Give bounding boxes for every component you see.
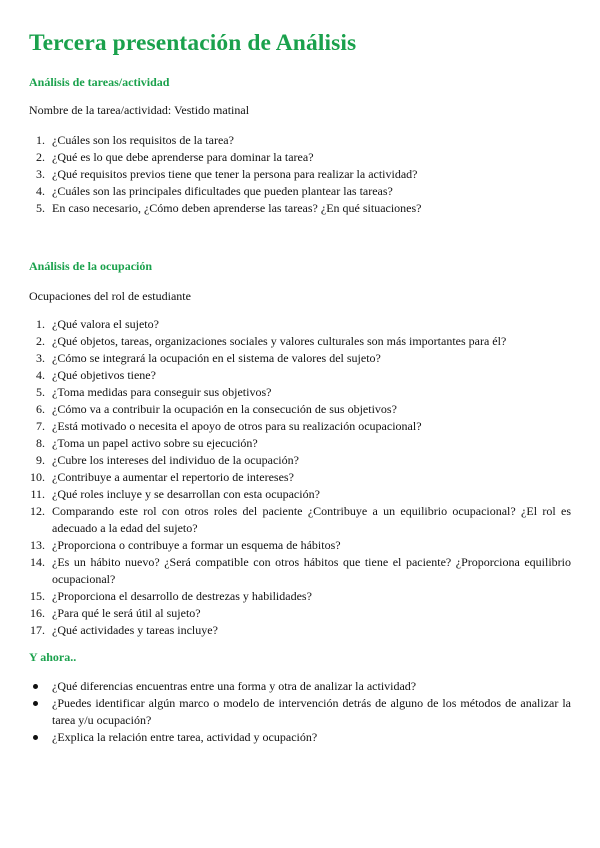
bullet-icon	[33, 735, 38, 740]
list-number: 4.	[36, 184, 45, 198]
list-item	[29, 367, 571, 384]
list-item-text: ¿Es un hábito nuevo? ¿Será compatible con otros hábitos que tiene el paciente? ¿Proporciona equilibrio ocupacional?	[52, 555, 571, 586]
list-item	[29, 605, 571, 622]
list-number: 14.	[30, 555, 45, 569]
page-title: Tercera presentación de Análisis	[29, 30, 357, 56]
list-item-text: ¿Qué actividades y tareas incluye?	[52, 623, 218, 637]
occupation-questions-list	[29, 316, 571, 639]
list-item	[29, 452, 571, 469]
list-number: 1.	[36, 133, 45, 147]
section-heading-occupation-analysis: Análisis de la ocupación	[29, 259, 153, 273]
list-item-text: ¿Puedes identificar algún marco o modelo de intervención detrás de alguno de los métodos de analizar la tarea y/u ocupación?	[52, 696, 571, 727]
list-number: 4.	[36, 368, 45, 382]
list-number: 16.	[30, 606, 45, 620]
list-number: 11.	[30, 487, 45, 501]
list-item	[29, 183, 571, 200]
list-item-text: ¿Qué roles incluye y se desarrollan con esta ocupación?	[52, 487, 320, 501]
list-item	[29, 132, 571, 149]
list-number: 6.	[36, 402, 45, 416]
list-item	[29, 316, 571, 333]
list-number: 13.	[30, 538, 45, 552]
list-item-text: ¿Qué es lo que debe aprenderse para dominar la tarea?	[52, 150, 314, 164]
list-item-text: ¿Proporciona o contribuye a formar un esquema de hábitos?	[52, 538, 341, 552]
list-item-text: ¿Explica la relación entre tarea, actividad y ocupación?	[52, 730, 318, 744]
list-item	[29, 554, 571, 588]
list-item	[29, 384, 571, 401]
list-item	[29, 401, 571, 418]
list-item	[29, 588, 571, 605]
list-item-text: ¿Cómo va a contribuir la ocupación en la consecución de sus objetivos?	[52, 402, 397, 416]
list-item	[29, 729, 571, 746]
list-item	[29, 695, 571, 729]
list-number: 5.	[36, 201, 45, 215]
list-number: 1.	[36, 317, 45, 331]
list-number: 3.	[36, 351, 45, 365]
list-item	[29, 469, 571, 486]
list-number: 2.	[36, 150, 45, 164]
list-number: 8.	[36, 436, 45, 450]
list-item-text: ¿Cómo se integrará la ocupación en el sistema de valores del sujeto?	[52, 351, 381, 365]
bullet-icon	[33, 684, 38, 689]
list-item	[29, 200, 571, 217]
list-item-text: ¿Qué objetivos tiene?	[52, 368, 156, 382]
list-item	[29, 350, 571, 367]
section-heading-task-analysis: Análisis de tareas/actividad	[29, 75, 170, 89]
list-item-text: ¿Cuáles son los requisitos de la tarea?	[52, 133, 234, 147]
list-item-text: ¿Para qué le será útil al sujeto?	[52, 606, 201, 620]
list-number: 5.	[36, 385, 45, 399]
list-item-text: ¿Qué objetos, tareas, organizaciones sociales y valores culturales son más importantes para él?	[52, 334, 507, 348]
list-number: 15.	[30, 589, 45, 603]
task-name-line: Nombre de la tarea/actividad: Vestido matinal	[29, 103, 250, 117]
list-item-text: ¿Qué valora el sujeto?	[52, 317, 159, 331]
list-number: 2.	[36, 334, 45, 348]
list-item-text: En caso necesario, ¿Cómo deben aprenderse las tareas? ¿En qué situaciones?	[52, 201, 422, 215]
list-item-text: ¿Qué diferencias encuentras entre una forma y otra de analizar la actividad?	[52, 679, 417, 693]
list-item-text: ¿Proporciona el desarrollo de destrezas y habilidades?	[52, 589, 312, 603]
list-item-text: ¿Toma un papel activo sobre su ejecución?	[52, 436, 258, 450]
list-item	[29, 678, 571, 695]
list-item	[29, 435, 571, 452]
list-item-text: Comparando este rol con otros roles del paciente ¿Contribuye a un equilibrio ocupacional? ¿El rol es adecuado a la edad del sujeto?	[52, 504, 571, 535]
list-item	[29, 149, 571, 166]
list-number: 3.	[36, 167, 45, 181]
list-item-text: ¿Está motivado o necesita el apoyo de otros para su realización ocupacional?	[52, 419, 422, 433]
list-item	[29, 503, 571, 537]
list-item	[29, 166, 571, 183]
list-item	[29, 537, 571, 554]
list-number: 10.	[30, 470, 45, 484]
list-item	[29, 622, 571, 639]
list-item-text: ¿Qué requisitos previos tiene que tener la persona para realizar la actividad?	[52, 167, 418, 181]
list-item-text: ¿Contribuye a aumentar el repertorio de intereses?	[52, 470, 294, 484]
list-item-text: ¿Cubre los intereses del individuo de la ocupación?	[52, 453, 299, 467]
task-questions-list	[29, 132, 571, 217]
reflection-questions-list	[29, 678, 571, 746]
list-number: 12.	[30, 504, 45, 518]
list-number: 7.	[36, 419, 45, 433]
list-number: 9.	[36, 453, 45, 467]
list-item	[29, 418, 571, 435]
section-heading-and-now: Y ahora..	[29, 650, 77, 664]
bullet-icon	[33, 701, 38, 706]
list-item-text: ¿Toma medidas para conseguir sus objetivos?	[52, 385, 272, 399]
list-number: 17.	[30, 623, 45, 637]
occupation-subtitle: Ocupaciones del rol de estudiante	[29, 289, 191, 303]
list-item	[29, 486, 571, 503]
list-item	[29, 333, 571, 350]
list-item-text: ¿Cuáles son las principales dificultades que pueden plantear las tareas?	[52, 184, 393, 198]
